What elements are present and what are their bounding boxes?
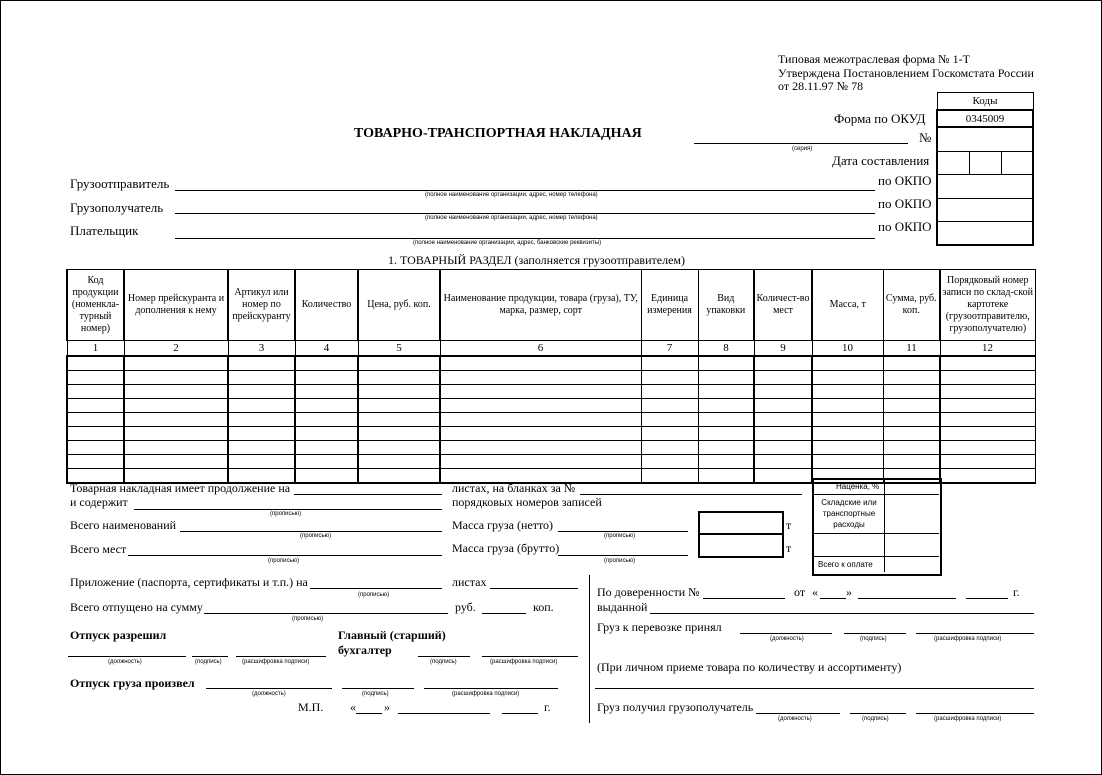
net-mass-label: Масса груза (нетто) — [452, 518, 554, 532]
quote-close-2: » — [846, 585, 852, 599]
col-number: 3 — [228, 341, 295, 357]
table-cell[interactable] — [883, 356, 940, 371]
table-cell[interactable] — [228, 413, 295, 427]
warehouse-label: Складские или транспортные расходы — [821, 498, 877, 529]
date-year-cell[interactable] — [1001, 152, 1033, 175]
table-cell[interactable] — [698, 455, 754, 469]
col-number: 9 — [754, 341, 812, 357]
kop-label: коп. — [533, 600, 554, 614]
personal-note-line[interactable] — [595, 688, 1034, 689]
charges-row-line-3 — [814, 556, 939, 557]
table-cell[interactable] — [124, 399, 228, 413]
release-allowed-label: Отпуск разрешил — [70, 628, 167, 642]
released-sum-label: Всего отпущено на сумму — [70, 600, 203, 614]
table-cell[interactable] — [358, 371, 440, 385]
payer-label: Плательщик — [70, 223, 139, 238]
decode-caption-5: (расшифровка подписи) — [934, 716, 1002, 722]
in-words-caption-2: (прописью) — [300, 533, 332, 539]
continuation-label: Товарная накладная имеет продолжение на — [70, 481, 291, 495]
table-cell[interactable] — [883, 441, 940, 455]
stamp-label: М.П. — [298, 700, 324, 714]
table-cell[interactable] — [295, 399, 358, 413]
table-cell[interactable] — [754, 385, 812, 399]
table-cell[interactable] — [124, 356, 228, 371]
in-words-caption-3: (прописью) — [268, 558, 300, 564]
col-header-6: Наименование продукции, товара (груза), ТУ, марка, размер, сорт — [440, 270, 641, 341]
table-cell[interactable] — [754, 427, 812, 441]
table-cell[interactable] — [698, 371, 754, 385]
table-cell[interactable] — [812, 385, 883, 399]
accepted-signature-line[interactable] — [844, 633, 906, 634]
release-year-line[interactable] — [502, 713, 538, 714]
table-cell[interactable] — [124, 427, 228, 441]
table-cell[interactable] — [641, 399, 698, 413]
sheets-word: листах — [452, 575, 487, 589]
decode-caption-3: (расшифровка подписи) — [452, 691, 520, 697]
col-header-5: Цена, руб. коп. — [358, 270, 440, 341]
release-allowed-signature-line[interactable] — [192, 656, 228, 657]
codes-table — [936, 92, 1034, 246]
table-cell[interactable] — [358, 356, 440, 371]
kop-line[interactable] — [482, 613, 526, 614]
quote-open-2: « — [812, 585, 818, 599]
col-header-10: Масса, т — [812, 270, 883, 341]
table-cell[interactable] — [940, 413, 1035, 427]
table-cell[interactable] — [358, 455, 440, 469]
table-cell[interactable] — [883, 427, 940, 441]
total-payment-label: Всего к оплате — [818, 560, 873, 569]
table-cell[interactable] — [754, 441, 812, 455]
table-cell[interactable] — [754, 356, 812, 371]
table-cell[interactable] — [124, 371, 228, 385]
release-allowed-position-line[interactable] — [68, 656, 186, 657]
table-cell[interactable] — [812, 371, 883, 385]
okud-label: Форма по ОКУД — [834, 111, 926, 126]
form-type-line1: Типовая межотраслевая форма № 1-Т — [778, 52, 970, 66]
col-header-4: Количество — [295, 270, 358, 341]
total-places-label: Всего мест — [70, 542, 127, 556]
payer-line[interactable] — [175, 238, 875, 239]
table-cell[interactable] — [295, 385, 358, 399]
col-number: 5 — [358, 341, 440, 357]
table-cell[interactable] — [698, 385, 754, 399]
col-header-11: Сумма, руб. коп. — [883, 270, 940, 341]
power-of-attorney-label: По доверенности № — [597, 585, 700, 599]
continuation-line[interactable] — [294, 494, 442, 495]
col-header-7: Единица измерения — [641, 270, 698, 341]
table-row — [67, 455, 1035, 469]
year-label-2: г. — [1013, 585, 1020, 599]
table-cell[interactable] — [440, 371, 641, 385]
personal-note: (При личном приеме товара по количеству и ассортименту) — [597, 660, 902, 674]
table-cell[interactable] — [754, 413, 812, 427]
markup-label: Наценка, % — [836, 482, 880, 491]
table-row — [67, 399, 1035, 413]
attorney-day-line[interactable] — [820, 598, 846, 599]
net-mass-box[interactable] — [698, 511, 784, 535]
table-cell[interactable] — [940, 356, 1035, 371]
col-number: 10 — [812, 341, 883, 357]
table-row — [67, 427, 1035, 441]
table-cell[interactable] — [812, 413, 883, 427]
number-code-cell[interactable] — [937, 127, 1033, 152]
issued-label: выданной — [597, 600, 648, 614]
charges-row-line-1 — [814, 494, 939, 495]
table-cell[interactable] — [67, 356, 124, 371]
table-cell[interactable] — [358, 469, 440, 484]
table-cell[interactable] — [641, 441, 698, 455]
table-cell[interactable] — [940, 441, 1035, 455]
chief-accountant-label: Главный (старший) бухгалтер — [338, 628, 446, 657]
issued-line[interactable] — [650, 613, 1034, 614]
table-cell[interactable] — [812, 399, 883, 413]
col-number: 1 — [67, 341, 124, 357]
table-header-row — [67, 270, 1035, 341]
table-cell[interactable] — [440, 455, 641, 469]
release-made-position-line[interactable] — [206, 688, 332, 689]
position-caption-2: (должность) — [252, 691, 286, 697]
total-items-line[interactable] — [180, 531, 442, 532]
year-label-1: г. — [544, 700, 551, 714]
cargo-received-label: Груз получил грузополучатель — [597, 700, 754, 714]
table-cell[interactable] — [67, 399, 124, 413]
table-cell[interactable] — [124, 441, 228, 455]
accepted-position-line[interactable] — [740, 633, 832, 634]
table-cell[interactable] — [698, 413, 754, 427]
table-cell[interactable] — [641, 385, 698, 399]
in-words-caption-5: (прописью) — [604, 558, 636, 564]
release-made-label: Отпуск груза произвел — [70, 676, 195, 690]
table-cell[interactable] — [124, 413, 228, 427]
table-cell[interactable] — [883, 371, 940, 385]
table-cell[interactable] — [440, 427, 641, 441]
attorney-month-line[interactable] — [858, 598, 956, 599]
table-row — [67, 356, 1035, 371]
contains-label: и содержит — [70, 495, 128, 509]
table-cell[interactable] — [440, 399, 641, 413]
table-cell[interactable] — [940, 469, 1035, 484]
signature-caption-1: (подпись) — [195, 659, 222, 665]
table-cell[interactable] — [754, 455, 812, 469]
table-cell[interactable] — [67, 371, 124, 385]
table-cell[interactable] — [295, 427, 358, 441]
table-cell[interactable] — [295, 455, 358, 469]
series-caption: (серия) — [792, 146, 813, 152]
received-signature-line[interactable] — [850, 713, 906, 714]
table-cell[interactable] — [698, 399, 754, 413]
table-row — [67, 385, 1035, 399]
col-number: 6 — [440, 341, 641, 357]
table-cell[interactable] — [358, 427, 440, 441]
signature-caption-5: (подпись) — [862, 716, 889, 722]
charges-divider — [884, 478, 885, 572]
table-cell[interactable] — [358, 399, 440, 413]
shipper-caption: (полное наименование организации, адрес, номер телефона) — [425, 192, 598, 198]
quote-close-1: » — [384, 700, 390, 714]
col-header-9: Количест-во мест — [754, 270, 812, 341]
table-cell[interactable] — [358, 385, 440, 399]
net-mass-unit: т — [786, 518, 792, 532]
col-header-3: Артикул или номер по прейскуранту — [228, 270, 295, 341]
table-cell[interactable] — [812, 455, 883, 469]
table-cell[interactable] — [124, 455, 228, 469]
table-cell[interactable] — [698, 427, 754, 441]
number-sign: № — [919, 130, 932, 145]
table-row — [67, 371, 1035, 385]
total-places-line[interactable] — [128, 555, 442, 556]
shipper-label: Грузоотправитель — [70, 176, 170, 191]
decode-caption-2: (расшифровка подписи) — [490, 659, 558, 665]
table-cell[interactable] — [440, 441, 641, 455]
table-cell[interactable] — [940, 385, 1035, 399]
release-day-line[interactable] — [356, 713, 382, 714]
table-cell[interactable] — [358, 441, 440, 455]
table-cell[interactable] — [641, 356, 698, 371]
okpo-label-1: по ОКПО — [878, 173, 932, 188]
release-allowed-decode-line[interactable] — [236, 656, 326, 657]
accountant-decode-line[interactable] — [482, 656, 578, 657]
table-cell[interactable] — [698, 356, 754, 371]
table-cell[interactable] — [883, 455, 940, 469]
col-header-8: Вид упаковки — [698, 270, 754, 341]
table-cell[interactable] — [67, 441, 124, 455]
table-row — [67, 441, 1035, 455]
shipper-line[interactable] — [175, 190, 875, 191]
table-cell[interactable] — [812, 441, 883, 455]
table-cell[interactable] — [641, 455, 698, 469]
table-cell[interactable] — [883, 385, 940, 399]
sheets-label: листах, на бланках за № — [452, 481, 576, 495]
accountant-signature-line[interactable] — [418, 656, 470, 657]
signature-caption-3: (подпись) — [362, 691, 389, 697]
table-cell[interactable] — [67, 427, 124, 441]
consignee-caption: (полное наименование организации, адрес, номер телефона) — [425, 215, 598, 221]
form-type-line3: от 28.11.97 № 78 — [778, 79, 864, 93]
release-made-signature-line[interactable] — [342, 688, 414, 689]
table-cell[interactable] — [812, 427, 883, 441]
in-words-caption-4: (прописью) — [604, 533, 636, 539]
table-cell[interactable] — [754, 371, 812, 385]
payer-caption: (полное наименование организации, адрес, банковские реквизиты) — [413, 240, 602, 246]
signature-caption-2: (подпись) — [430, 659, 457, 665]
table-cell[interactable] — [228, 371, 295, 385]
table-cell[interactable] — [883, 413, 940, 427]
table-cell[interactable] — [67, 413, 124, 427]
table-cell[interactable] — [812, 356, 883, 371]
table-cell[interactable] — [641, 371, 698, 385]
table-cell[interactable] — [440, 356, 641, 371]
document-title: ТОВАРНО-ТРАНСПОРТНАЯ НАКЛАДНАЯ — [354, 126, 642, 141]
table-cell[interactable] — [641, 469, 698, 484]
table-cell[interactable] — [67, 455, 124, 469]
quote-open-1: « — [350, 700, 356, 714]
position-caption-4: (должность) — [778, 716, 812, 722]
signature-caption-4: (подпись) — [860, 636, 887, 642]
table-cell[interactable] — [228, 385, 295, 399]
in-words-caption-6: (прописью) — [358, 592, 390, 598]
accepted-decode-line[interactable] — [916, 633, 1034, 634]
table-cell[interactable] — [67, 385, 124, 399]
position-caption-3: (должность) — [770, 636, 804, 642]
table-cell[interactable] — [698, 441, 754, 455]
date-day-cell[interactable] — [937, 152, 969, 175]
okpo-payer-cell[interactable] — [937, 222, 1033, 246]
attorney-year-line[interactable] — [966, 598, 1008, 599]
table-cell[interactable] — [754, 469, 812, 484]
date-label: Дата составления — [832, 153, 930, 168]
col-header-12: Порядковый номер записи по склад-ской картотеке (грузоотправителю, грузополучателю) — [940, 270, 1035, 341]
consignee-line[interactable] — [175, 213, 875, 214]
decode-caption-1: (расшифровка подписи) — [242, 659, 310, 665]
table-cell[interactable] — [228, 356, 295, 371]
position-caption-1: (должность) — [108, 659, 142, 665]
col-number: 12 — [940, 341, 1035, 357]
section-title: 1. ТОВАРНЫЙ РАЗДЕЛ (заполняется грузоотправителем) — [388, 253, 685, 267]
table-cell[interactable] — [940, 371, 1035, 385]
gross-mass-box[interactable] — [698, 533, 784, 558]
series-line[interactable] — [694, 143, 908, 144]
table-cell[interactable] — [124, 385, 228, 399]
goods-table — [66, 269, 1036, 484]
table-cell[interactable] — [228, 427, 295, 441]
charges-row-line-2 — [814, 533, 939, 534]
table-cell[interactable] — [698, 469, 754, 484]
released-sum-line[interactable] — [204, 613, 448, 614]
gross-mass-label: Масса груза (брутто) — [452, 541, 560, 555]
table-cell[interactable] — [295, 371, 358, 385]
col-header-2: Номер прейскуранта и дополнения к нему — [124, 270, 228, 341]
gross-mass-unit: т — [786, 541, 792, 555]
attachment-line[interactable] — [310, 588, 442, 589]
table-number-row — [67, 341, 1035, 357]
in-words-caption-1: (прописью) — [270, 511, 302, 517]
rub-label: руб. — [455, 600, 476, 614]
col-header-1: Код продукции (номенкла-турный номер) — [67, 270, 124, 341]
power-of-attorney-number-line[interactable] — [703, 598, 785, 599]
records-label: порядковых номеров записей — [452, 495, 602, 509]
table-cell[interactable] — [940, 399, 1035, 413]
table-cell[interactable] — [440, 385, 641, 399]
gross-mass-line[interactable] — [558, 555, 688, 556]
col-number: 8 — [698, 341, 754, 357]
attachment-label: Приложение (паспорта, сертификаты и т.п.) на — [70, 575, 308, 589]
okpo-consignee-cell[interactable] — [937, 199, 1033, 222]
vertical-divider — [589, 575, 590, 723]
okpo-label-3: по ОКПО — [878, 219, 932, 234]
cargo-accepted-label: Груз к перевозке принял — [597, 620, 722, 634]
form-type-line2: Утверждена Постановлением Госкомстата России — [778, 66, 1034, 80]
table-cell[interactable] — [883, 399, 940, 413]
consignee-label: Грузополучатель — [70, 200, 164, 215]
okpo-shipper-cell[interactable] — [937, 175, 1033, 199]
table-cell[interactable] — [295, 413, 358, 427]
table-cell[interactable] — [754, 399, 812, 413]
total-items-label: Всего наименований — [70, 518, 177, 532]
col-number: 2 — [124, 341, 228, 357]
in-words-caption-7: (прописью) — [292, 616, 324, 622]
table-cell[interactable] — [228, 399, 295, 413]
table-cell[interactable] — [940, 427, 1035, 441]
received-position-line[interactable] — [756, 713, 840, 714]
table-cell[interactable] — [228, 441, 295, 455]
table-cell[interactable] — [641, 427, 698, 441]
contains-line[interactable] — [134, 509, 442, 510]
attachment-sheets-line[interactable] — [490, 588, 578, 589]
okpo-label-2: по ОКПО — [878, 196, 932, 211]
net-mass-line[interactable] — [558, 531, 688, 532]
from-label: от — [794, 585, 806, 599]
release-month-line[interactable] — [398, 713, 490, 714]
date-month-cell[interactable] — [969, 152, 1001, 175]
table-cell[interactable] — [295, 356, 358, 371]
table-cell[interactable] — [358, 413, 440, 427]
blanks-number-line[interactable] — [580, 494, 802, 495]
release-made-decode-line[interactable] — [424, 688, 558, 689]
col-number: 4 — [295, 341, 358, 357]
received-decode-line[interactable] — [916, 713, 1034, 714]
col-number: 11 — [883, 341, 940, 357]
col-number: 7 — [641, 341, 698, 357]
table-cell[interactable] — [295, 469, 358, 484]
codes-label: Коды — [937, 93, 1033, 111]
table-cell[interactable] — [295, 441, 358, 455]
table-cell[interactable] — [641, 413, 698, 427]
table-cell[interactable] — [440, 413, 641, 427]
okud-code[interactable]: 0345009 — [937, 110, 1033, 127]
table-row — [67, 413, 1035, 427]
decode-caption-4: (расшифровка подписи) — [934, 636, 1002, 642]
table-cell[interactable] — [228, 455, 295, 469]
table-cell[interactable] — [940, 455, 1035, 469]
